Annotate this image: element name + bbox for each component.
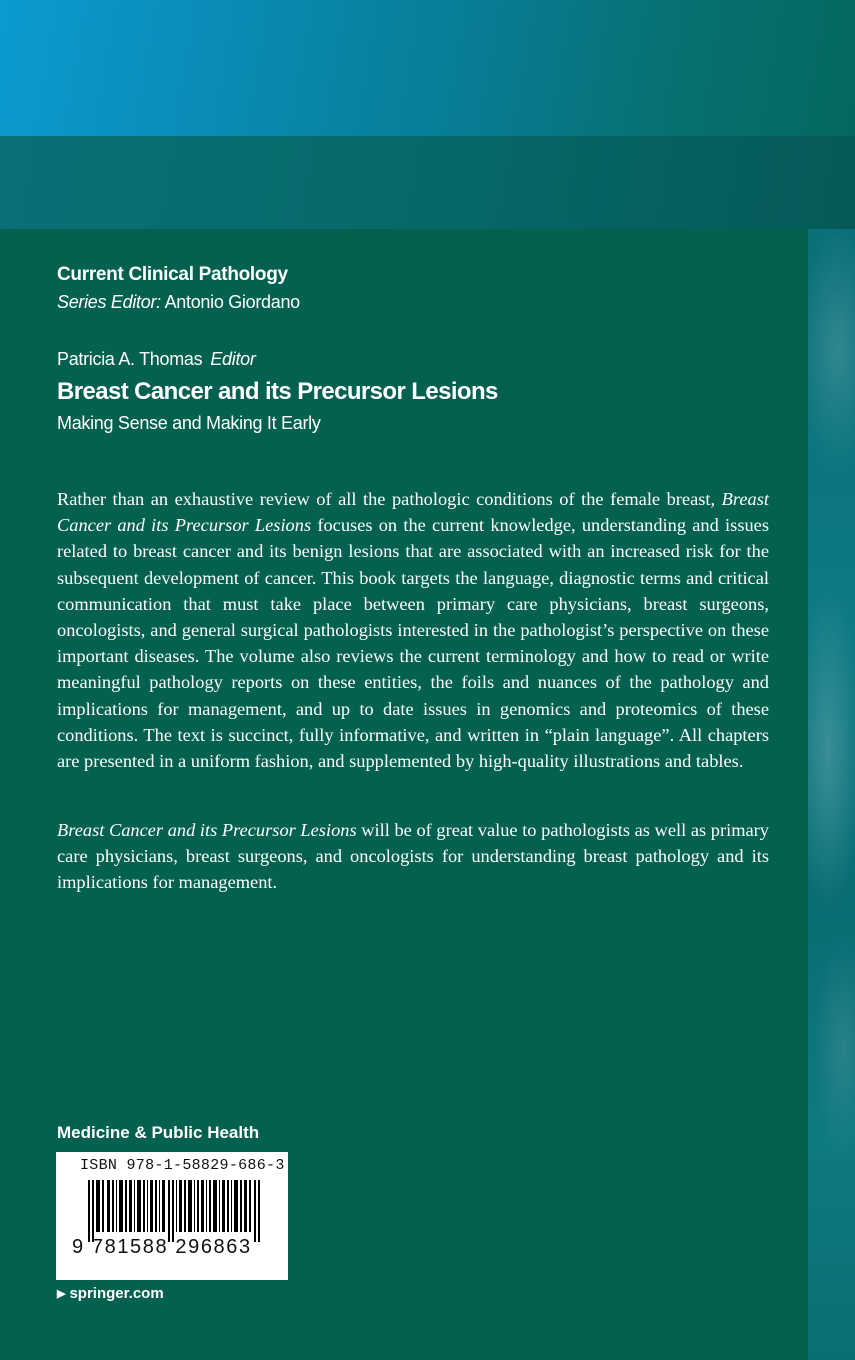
isbn-label: ISBN 978-1-58829-686-3 bbox=[80, 1157, 285, 1174]
description-body-2: will be of great value to pathologists as well as primary care physicians, breast surgeons, and oncologists for understanding breast pathology and its implications for management. bbox=[57, 820, 769, 893]
description-title-ref-1: Breast Cancer and its Precursor Lesions bbox=[57, 489, 769, 536]
subject-category: Medicine & Public Health bbox=[57, 1123, 260, 1142]
series-title: Current Clinical Pathology bbox=[57, 264, 288, 285]
book-subtitle: Making Sense and Making It Early bbox=[57, 413, 321, 433]
cover-side-image-strip bbox=[808, 229, 855, 1360]
barcode-digits: 9 781588 296863 bbox=[72, 1236, 252, 1258]
description-title-ref-2: Breast Cancer and its Precursor Lesions bbox=[57, 820, 357, 840]
book-editor-name: Patricia A. Thomas bbox=[57, 349, 203, 369]
barcode-bars bbox=[88, 1180, 264, 1242]
description-lead: Rather than an exhaustive review of all the pathologic conditions of the female breast, bbox=[57, 489, 716, 509]
arrow-right-icon: ▶ bbox=[57, 1288, 66, 1300]
description-paragraph-2 bbox=[57, 817, 769, 896]
cover-top-band bbox=[0, 0, 855, 136]
series-editor bbox=[57, 292, 300, 313]
cover-middle-band bbox=[0, 136, 855, 229]
series-editor-role: Series Editor: bbox=[57, 292, 161, 312]
book-editor bbox=[57, 349, 256, 370]
series-editor-name: Antonio Giordano bbox=[164, 292, 300, 312]
description-body-1: focuses on the current knowledge, understanding and issues related to breast cancer and its benign lesions that are associated with an increased risk for the subsequent development of cancer. This book targets the language, diagnostic terms and critical communication that must take place between primary care physicians, breast surgeons, oncologists, and general surgical pathologists interested in the pathologist’s perspective on these important diseases. The volume also reviews the current terminology and how to read or write meaningful pathology reports on these entities, the foils and nuances of the pathology and implications for management, and up to date issues in genomics and proteomics of these conditions. The text is succinct, fully informative, and written in “plain language”. All chapters are presented in a uniform fashion, and supplemented by high-quality illustrations and tables. bbox=[57, 515, 769, 772]
isbn-barcode bbox=[56, 1152, 288, 1280]
book-editor-role: Editor bbox=[210, 349, 256, 369]
publisher-website[interactable] bbox=[57, 1285, 164, 1302]
description-paragraph-1 bbox=[57, 486, 769, 774]
book-title: Breast Cancer and its Precursor Lesions bbox=[57, 378, 498, 405]
publisher-website-label: springer.com bbox=[69, 1285, 164, 1302]
